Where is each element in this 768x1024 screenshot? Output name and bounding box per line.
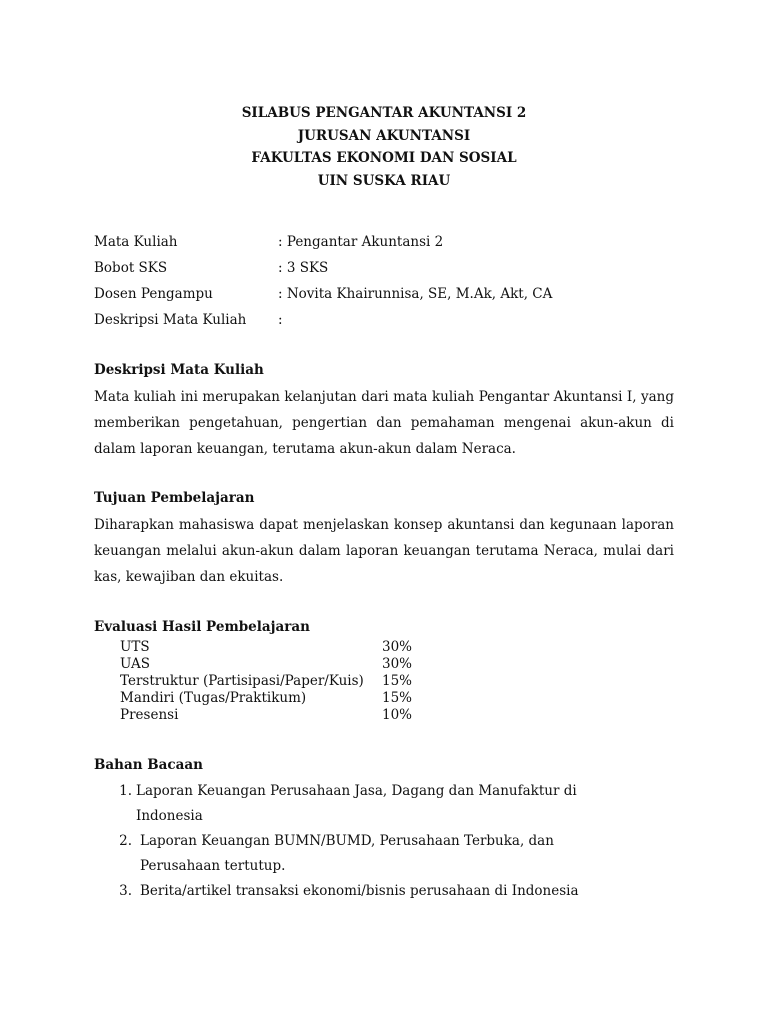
list-item-text: Berita/artikel transaksi ekonomi/bisnis perusahaan di Indonesia [140,883,579,899]
document-header [0,102,768,192]
list-item-number: 2. [119,833,132,849]
info-row-bobot-sks [94,258,674,284]
evaluation-value: 15% [381,690,412,706]
course-info [94,232,674,336]
evaluation-row [120,656,674,673]
evaluation-row [120,639,674,656]
section-title: Tujuan Pembelajaran [94,490,255,506]
info-value: : Pengantar Akuntansi 2 [278,234,444,250]
list-item-number: 1. [119,783,132,799]
info-value: : [278,312,283,328]
list-item-text-wrap [136,879,640,904]
evaluation-label: Mandiri (Tugas/Praktikum) [120,690,307,706]
evaluation-value: 30% [381,639,412,655]
info-value: : Novita Khairunnisa, SE, M.Ak, Akt, CA [278,286,553,302]
evaluation-row [120,707,674,724]
info-label: Mata Kuliah [94,234,178,250]
reading-list [94,779,674,904]
info-row-mata-kuliah [94,232,674,258]
evaluation-value: 30% [381,656,412,672]
evaluation-row [120,673,674,690]
section-evaluasi [94,617,674,724]
evaluation-value: 15% [381,673,412,689]
evaluation-label: Terstruktur (Partisipasi/Paper/Kuis) [120,673,364,689]
list-item [94,829,674,879]
list-item-number: 3. [119,883,132,899]
list-item-text-wrap [136,779,636,829]
section-title: Evaluasi Hasil Pembelajaran [94,619,310,635]
evaluation-table [120,639,674,724]
evaluation-label: UAS [120,656,150,672]
list-item [94,779,674,829]
list-item [94,879,674,904]
header-department: JURUSAN AKUNTANSI [297,127,471,144]
list-item-text-wrap [136,829,640,879]
section-tujuan [94,488,674,590]
header-faculty: FAKULTAS EKONOMI DAN SOSIAL [251,150,517,166]
info-label: Bobot SKS [94,260,168,276]
list-item-text: Laporan Keuangan Perusahaan Jasa, Dagang dan Manufaktur di Indonesia [136,783,577,824]
section-title: Bahan Bacaan [94,757,203,773]
info-label: Deskripsi Mata Kuliah [94,312,247,328]
evaluation-row [120,690,674,707]
header-university: UIN SUSKA RIAU [317,172,451,189]
section-bahan-bacaan [94,755,674,904]
info-label: Dosen Pengampu [94,286,213,302]
evaluation-value: 10% [381,707,412,723]
section-deskripsi [94,360,674,462]
section-title: Deskripsi Mata Kuliah [94,362,264,378]
info-row-dosen [94,284,674,310]
header-title: SILABUS PENGANTAR AKUNTANSI 2 [241,105,527,121]
evaluation-label: UTS [120,639,150,655]
info-value: : 3 SKS [278,260,329,276]
section-paragraph: Diharapkan mahasiswa dapat menjelaskan konsep akuntansi dan kegunaan laporan keuangan melalui akun-akun dalam laporan keuangan terutama Neraca, mulai dari kas, kewajiban dan ekuitas. [94,517,674,585]
list-item-text: Laporan Keuangan BUMN/BUMD, Perusahaan Terbuka, dan Perusahaan tertutup. [140,833,554,874]
info-row-deskripsi [94,310,674,336]
evaluation-label: Presensi [120,707,179,723]
section-paragraph: Mata kuliah ini merupakan kelanjutan dari mata kuliah Pengantar Akuntansi I, yang memberikan pengetahuan, pengertian dan pemahaman mengenai akun-akun di dalam laporan keuangan, terutama akun-akun dalam Neraca. [94,389,674,457]
